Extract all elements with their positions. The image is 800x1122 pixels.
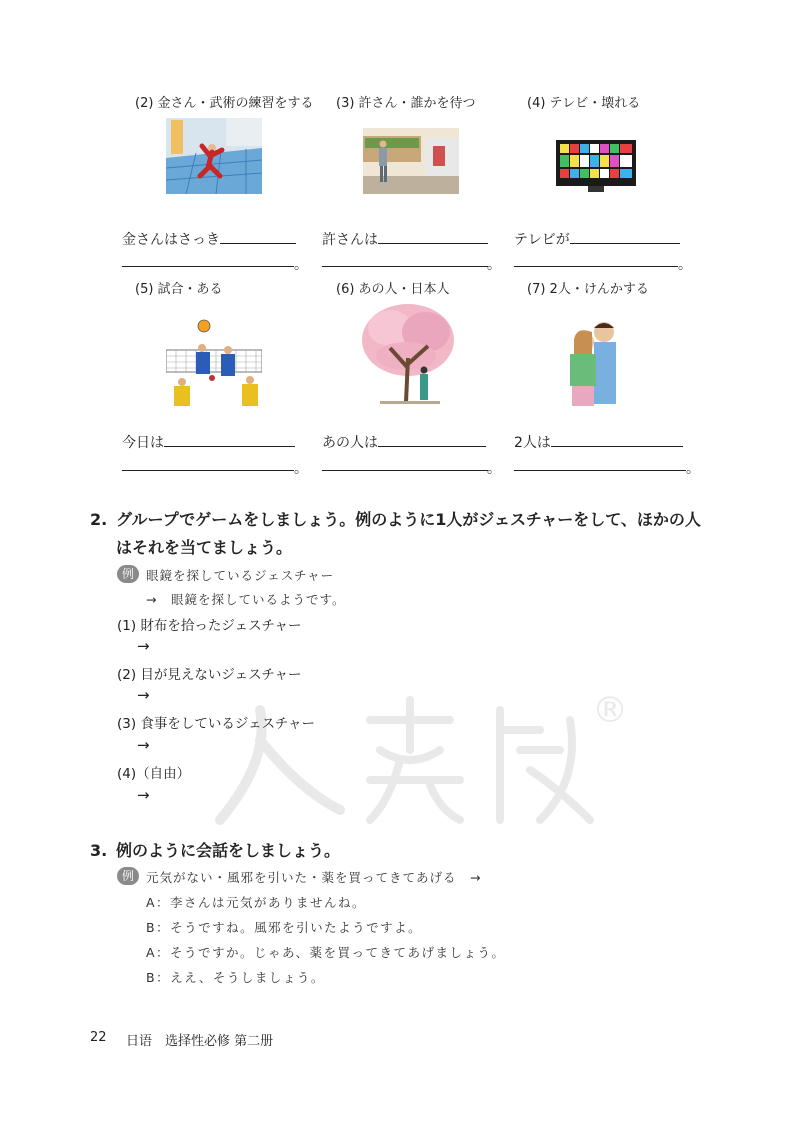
- item-2-sentence: [122, 229, 296, 249]
- dialogue-line-4: B：ええ、そうしましょう。: [146, 970, 325, 985]
- exercise-2-item-3: (3) 食事をしているジェスチャー: [117, 716, 315, 732]
- item-2-prefix: 金さんはさっき: [122, 232, 220, 248]
- item-2-blank-1[interactable]: [220, 229, 296, 244]
- item-5-sentence: [122, 432, 295, 452]
- example-badge: 例: [117, 565, 139, 583]
- exercise-3-example-prompt: 元気がない・風邪を引いた・薬を買ってきてあげる →: [146, 870, 482, 885]
- example-badge-2: 例: [117, 867, 139, 885]
- item-3-caption: (3) 許さん・誰かを待つ: [336, 96, 476, 111]
- exercise-2-item-4-arrow: →: [137, 786, 150, 804]
- item-6-blank-2[interactable]: [322, 470, 488, 471]
- item-7-blank-2[interactable]: [514, 470, 686, 471]
- item-7-sentence: [514, 432, 683, 452]
- registered-mark: ®: [592, 690, 628, 731]
- item-4-blank-2[interactable]: [514, 266, 678, 267]
- item-5-blank-2[interactable]: [122, 470, 294, 471]
- exercise-3-number: 3.: [90, 841, 108, 860]
- exercise-2-item-2-arrow: →: [137, 686, 150, 704]
- item-6-sentence: [322, 432, 486, 452]
- item-4-blank-1[interactable]: [570, 229, 680, 244]
- item-3-blank-1[interactable]: [378, 229, 488, 244]
- item-3-blank-2[interactable]: [322, 266, 488, 267]
- item-4-prefix: テレビが: [514, 232, 570, 248]
- person-waiting-image: [363, 128, 459, 194]
- item-3-sentence: [322, 229, 488, 249]
- book-title: 日语 选择性必修 第二册: [126, 1034, 274, 1049]
- item-3-period: 。: [487, 257, 501, 273]
- item-6-prefix: あの人は: [322, 435, 378, 451]
- broken-tv-image: [556, 140, 636, 192]
- volleyball-match-image: [166, 316, 262, 406]
- page-number: 22: [90, 1030, 107, 1045]
- item-5-caption: (5) 試合・ある: [135, 282, 223, 297]
- quarrel-image: [562, 318, 626, 406]
- item-4-sentence: [514, 229, 680, 249]
- dialogue-line-2: B：そうですね。風邪を引いたようですよ。: [146, 920, 423, 935]
- exercise-2-example-prompt: 眼鏡を探しているジェスチャー: [146, 568, 335, 583]
- item-7-period: 。: [686, 461, 700, 477]
- exercise-2-item-3-arrow: →: [137, 736, 150, 754]
- dialogue-line-3: A：そうですか。じゃあ、薬を買ってきてあげましょう。: [146, 945, 506, 960]
- exercise-2-item-4: (4)（自由）: [117, 766, 191, 782]
- item-4-caption: (4) テレビ・壊れる: [527, 96, 641, 111]
- item-7-prefix: 2人は: [514, 435, 551, 451]
- item-6-blank-1[interactable]: [378, 432, 486, 447]
- item-6-caption: (6) あの人・日本人: [336, 282, 450, 297]
- martial-arts-practice-image: [166, 118, 262, 194]
- item-3-prefix: 許さんは: [322, 232, 378, 248]
- item-7-caption: (7) 2人・けんかする: [527, 282, 649, 297]
- item-5-period: 。: [294, 461, 308, 477]
- item-7-blank-1[interactable]: [551, 432, 683, 447]
- exercise-2-item-2: (2) 目が見えないジェスチャー: [117, 667, 302, 683]
- item-5-prefix: 今日は: [122, 435, 164, 451]
- item-2-period: 。: [294, 257, 308, 273]
- item-5-blank-1[interactable]: [164, 432, 295, 447]
- exercise-2-item-1-arrow: →: [137, 637, 150, 655]
- exercise-2-number: 2.: [90, 510, 108, 529]
- exercise-3-title: 例のように会話をしましょう。: [116, 841, 341, 860]
- item-6-period: 。: [487, 461, 501, 477]
- exercise-2-item-1: (1) 財布を拾ったジェスチャー: [117, 618, 302, 634]
- publisher-watermark: [200, 690, 630, 830]
- item-4-period: 。: [678, 257, 692, 273]
- dialogue-line-1: A：李さんは元気がありませんね。: [146, 895, 367, 910]
- item-2-blank-2[interactable]: [122, 266, 294, 267]
- exercise-2-example-answer: → 眼鏡を探しているようです。: [146, 592, 346, 607]
- exercise-2-title-line-2: はそれを当てましょう。: [116, 538, 293, 557]
- exercise-2-title-line-1: グループでゲームをしましょう。例のように1人がジェスチャーをして、ほかの人: [116, 510, 701, 529]
- cherry-tree-kimono-image: [360, 298, 466, 406]
- item-2-caption: (2) 金さん・武術の練習をする: [135, 96, 314, 111]
